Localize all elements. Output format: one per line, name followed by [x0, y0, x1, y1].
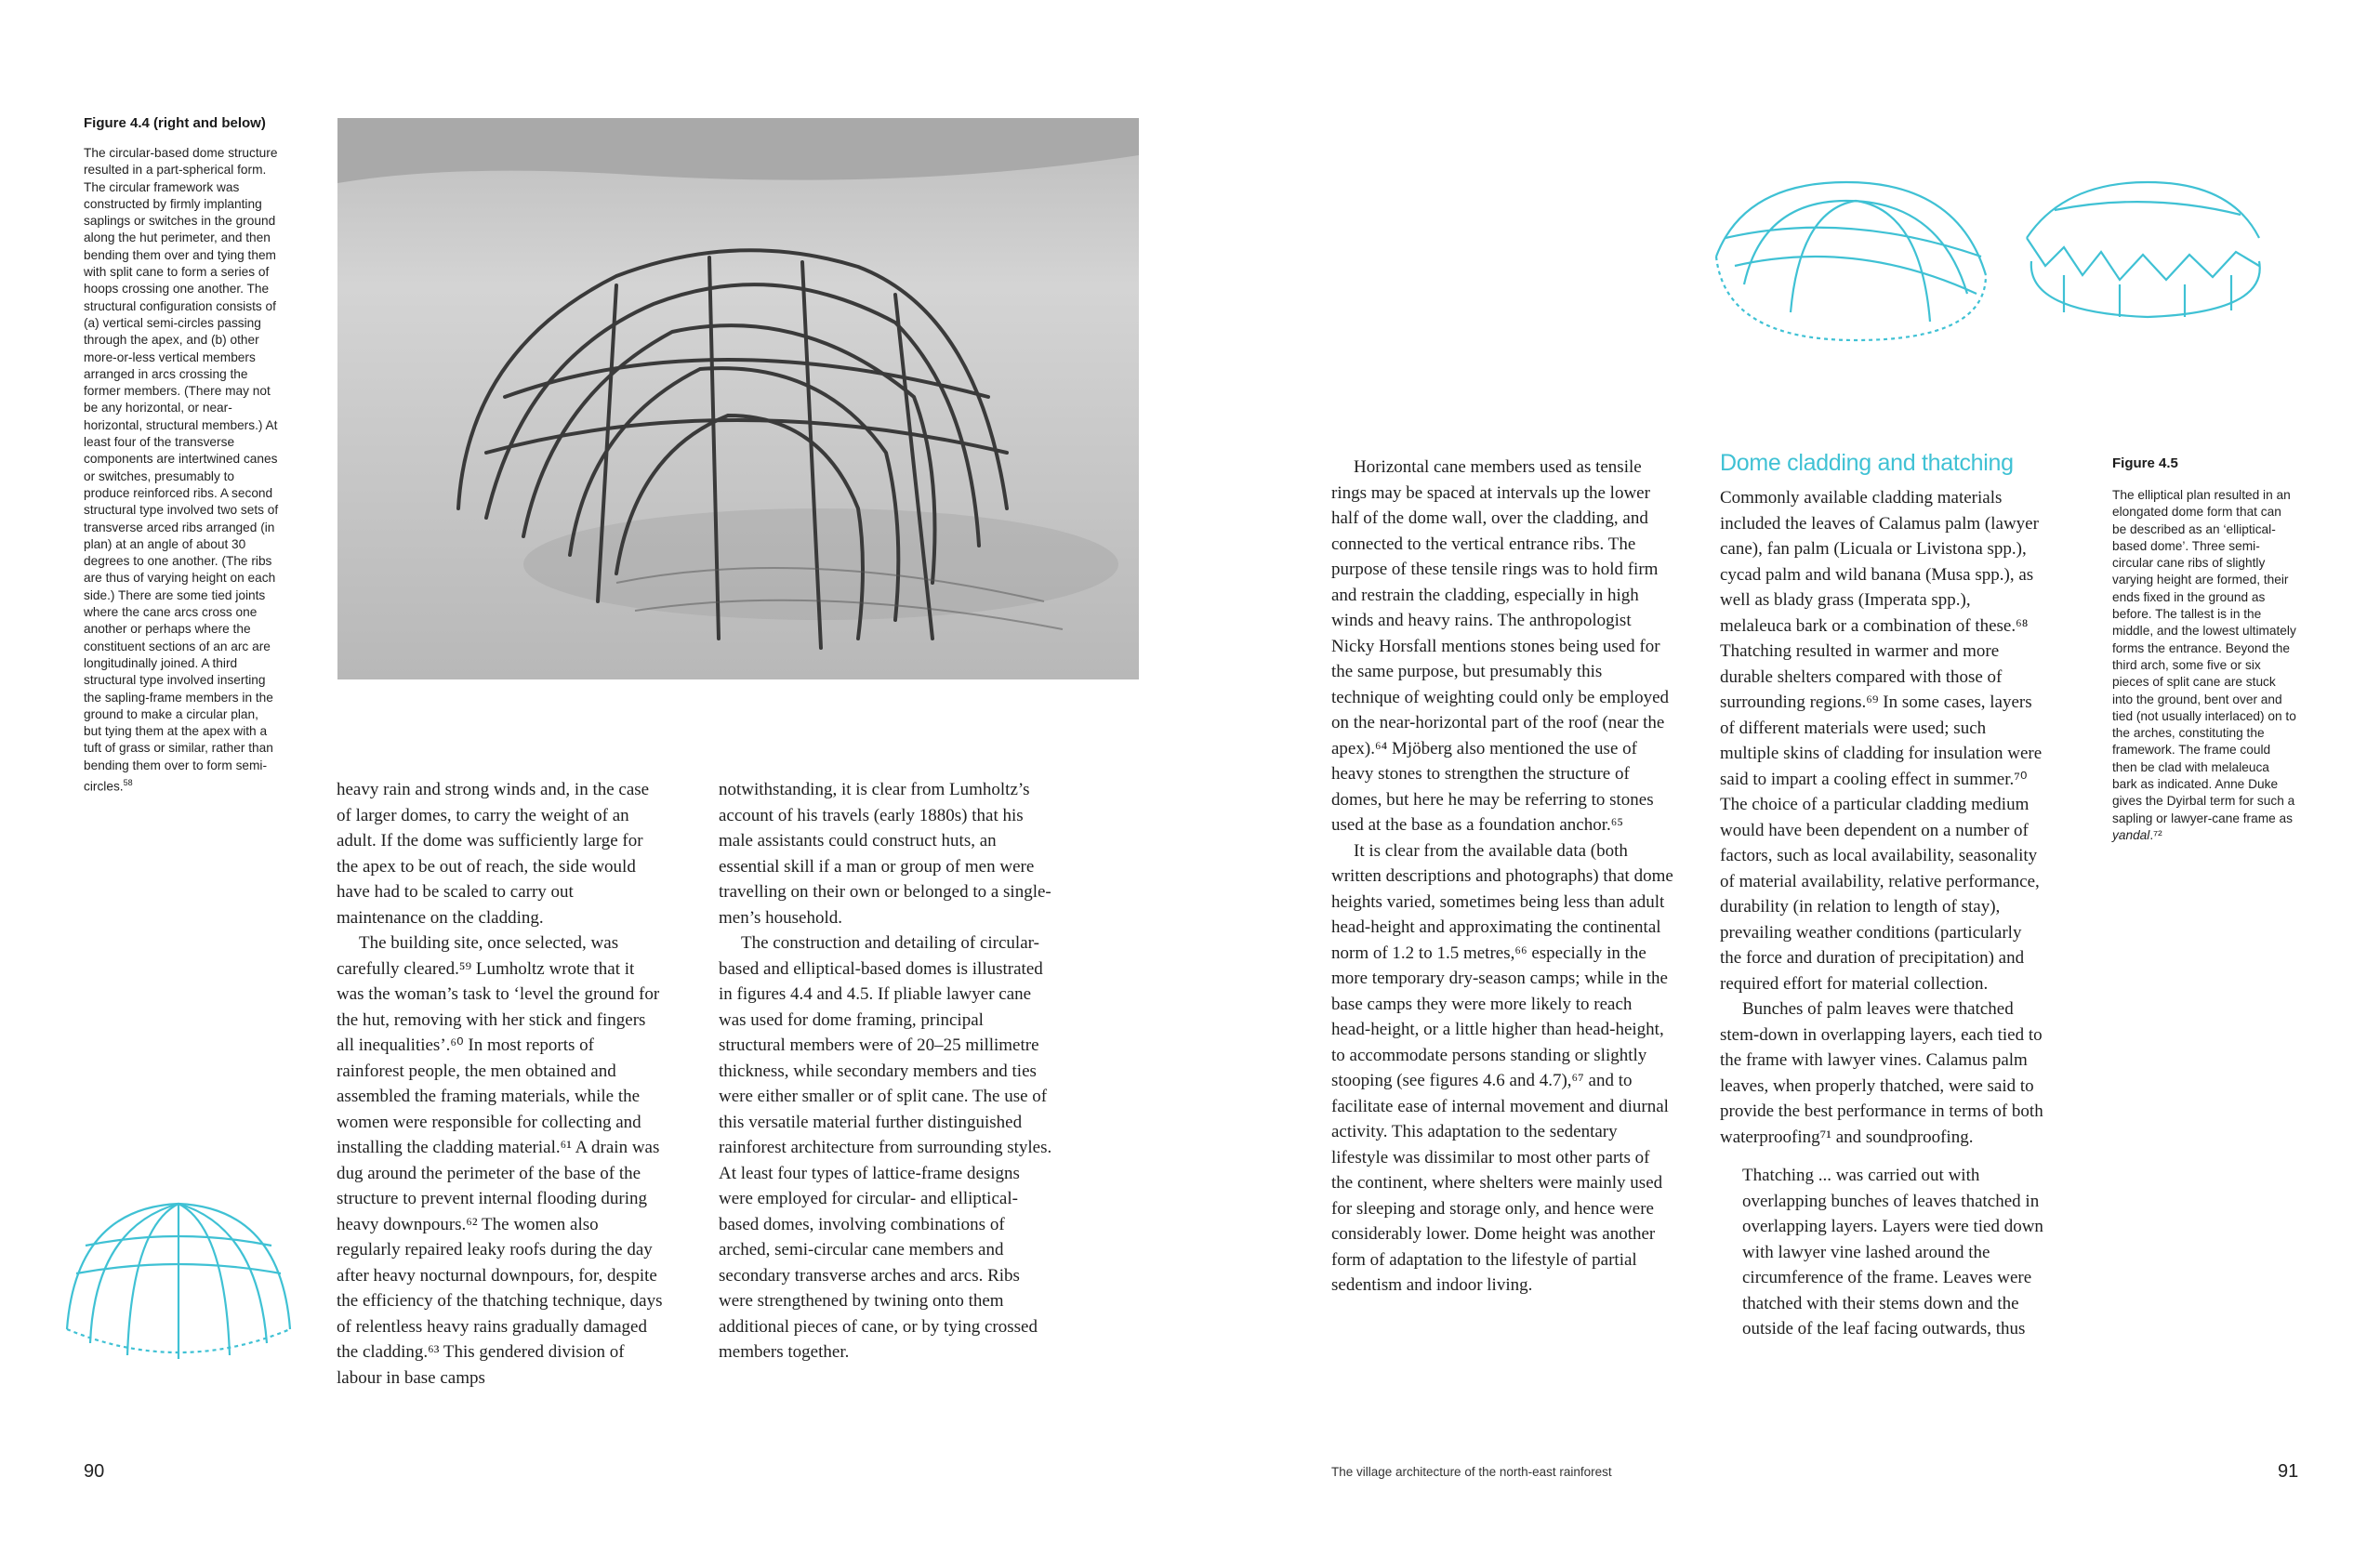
figure-4-5-label: Figure 4.5 [2112, 455, 2178, 471]
figure-4-4-caption [84, 145, 279, 796]
right-column-1 [1331, 455, 1673, 1299]
page-number-left: 90 [84, 1461, 105, 1482]
left-column-1 [337, 777, 664, 1391]
caption-footnote-ref: .⁷² [2149, 827, 2162, 842]
paragraph: Horizontal cane members used as tensile rings may be spaced at intervals up the lower half of the dome wall, over the cladding, and connected to the vertical entrance ribs. The purpose of these tensile rings was to hold firm and restrain the cladding, especially in high winds and heavy rains. The anthropologist Nicky Horsfall mentions stones being used for the same purpose, but presumably this technique of weighting could only be employed on the near-horizontal part of the roof (near the apex).⁶⁴ Mjöberg also mentioned the use of heavy stones to strengthen the structure of domes, but here he may be referring to stones used at the base as a foundation anchor.⁶⁵ [1331, 457, 1670, 835]
paragraph: It is clear from the available data (both written descriptions and photographs) that dome heights varied, sometimes being less than adult head-height and approximating the continental norm of 1.2 to 1.5 metres,⁶⁶ especially in the more temporary dry-season camps; while in the base camps they were more likely to reach head-height, or a little higher than head-height, to accommodate persons standing or slightly stooping (see figures 4.6 and 4.7),⁶⁷ and to facilitate ease of internal movement and diurnal activity. This adaptation to the sedentary lifestyle was dissimilar to most other parts of the continent, where shelters were mainly used for sleeping and storage only, and hence were considerably lower. Dome height was another form of adaptation to the lifestyle of partial sedentism and indoor living. [1331, 840, 1673, 1295]
figure-4-5-caption [2112, 487, 2296, 844]
figure-4-4-caption-text: The circular-based dome structure resulted in a part-spherical form. The circular framework was constructed by firmly implanting saplings or switches in the ground along the hut perimeter, and then bending them over and tying them with split cane to form a series of hoops crossing one another. The structural configuration consists of (a) vertical semi-circles passing through the apex, and (b) other more-or-less vertical members arranged in arcs crossing the former members. (There may not be any horizontal, or near-horizontal, structural members.) At least four of the transverse components are intertwined canes or switches, presumably to produce reinforced ribs. A second structural type involved two sets of transverse arced ribs arranged (in plan) at an angle of about 30 degrees to one another. (The ribs are thus of varying height on each side.) There are some tied joints where the cane arcs cross one another or perhaps where the constituent sections of an arc are longitudinally joined. A third structural type involved inserting the sapling-frame members in the ground to make a circular plan, but tying them at the apex with a tuft of grass or similar, rather than bending them over to form semi-circles. [84, 146, 279, 794]
caption-footnote-ref: 58 [123, 777, 133, 787]
figure-4-4-label: Figure 4.4 (right and below) [84, 115, 266, 131]
paragraph: heavy rain and strong winds and, in the case of larger domes, to carry the weight of an adult. If the dome was sufficiently large for the apex to be out of reach, the side would have had to be scaled to carry out maintenance on the cladding. [337, 780, 650, 928]
elliptical-dome-frame-drawing [1707, 173, 1995, 349]
dome-frame-photo [337, 118, 1139, 679]
block-quote: Thatching ... was carried out with overlapping bunches of leaves thatched in overlapping layers. Layers were tied down with lawyer vine lashed around the circumference of the frame. Leaves were thatched with their stems down and the outside of the leaf facing outwards, thus [1742, 1166, 2043, 1339]
paragraph: Commonly available cladding materials included the leaves of Calamus palm (lawyer cane), fan palm (Licuala or Livistona spp.), cycad palm and wild banana (Musa spp.), as well as blady grass (Imperata spp.), melaleuca bark or a combination of these.⁶⁸ Thatching resulted in warmer and more durable shelters compared with those of surrounding regions.⁶⁹ In some cases, layers of different materials were used; such multiple skins of cladding for insulation were said to impart a cooling effect in summer.⁷⁰ The choice of a particular cladding medium would have been dependent on a number of factors, such as local availability, seasonality of material availability, relative performance, durability (in relation to length of stay), prevailing weather conditions (particularly the force and duration of precipitation) and required effort for material collection. [1720, 488, 2043, 994]
paragraph: notwithstanding, it is clear from Lumholtz’s account of his travels (early 1880s) that his male assistants could construct huts, an essential skill if a man or group of men were travelling on their own or belonged to a single-men’s household. [719, 780, 1051, 928]
running-title: The village architecture of the north-east rainforest [1331, 1465, 1612, 1479]
caption-term: yandal [2112, 827, 2150, 842]
paragraph: The construction and detailing of circular-based and elliptical-based domes is illustrated in figures 4.4 and 4.5. If pliable lawyer cane was used for dome framing, principal structural members were of 20–25 millimetre thickness, while secondary members and ties were either smaller or of split cane. The use of this versatile material further distinguished rainforest architecture from surrounding styles. At least four types of lattice-frame designs were employed for circular- and elliptical-based domes, involving combinations of arched, semi-circular cane members and secondary transverse arches and arcs. Ribs were strengthened by twining onto them additional pieces of cane, or by tying crossed members together. [719, 933, 1052, 1362]
figure-4-5-caption-text: The elliptical plan resulted in an elongated dome form that can be described as an ‘elliptical-based dome’. Three semi-circular cane ribs of slightly varying height are formed, their ends fixed in the ground as before. The tallest is in the middle, and the lowest ultimately forms the entrance. Beyond the third arch, some five or six pieces of split cane are stuck into the ground, bent over and tied (not usually interlaced) on to the arches, constituting the framework. The frame could then be clad with melaleuca bark as indicated. Anne Duke gives the Dyirbal term for such a sapling or lawyer-cane frame as [2112, 488, 2296, 825]
paragraph: Bunches of palm leaves were thatched stem-down in overlapping layers, each tied to the frame with lawyer vines. Calamus palm leaves, when properly thatched, were said to provide the best performance in terms of both waterproofing⁷¹ and soundproofing. [1720, 999, 2043, 1147]
paragraph: The building site, once selected, was carefully cleared.⁵⁹ Lumholtz wrote that it was the woman’s task to ‘level the ground for the hut, removing with her stick and fingers all inequalities’.⁶⁰ In most reports of rainforest people, the men obtained and assembled the framing materials, while the women were responsible for collecting and installing the cladding material.⁶¹ A drain was dug around the perimeter of the base of the structure to prevent internal flooding during heavy downpours.⁶² The women also regularly repaired leaky roofs during the day after heavy nocturnal downpours, for, despite the efficiency of the thatching technique, days of relentless heavy rains gradually damaged the cladding.⁶³ This gendered division of labour in base camps [337, 933, 663, 1388]
section-heading: Dome cladding and thatching [1720, 450, 2014, 476]
page-number-right: 91 [2278, 1461, 2299, 1482]
right-column-2 [1720, 485, 2045, 1342]
circular-dome-drawing [58, 1190, 299, 1376]
clad-dome-drawing [2008, 173, 2278, 331]
left-column-2 [719, 777, 1053, 1365]
